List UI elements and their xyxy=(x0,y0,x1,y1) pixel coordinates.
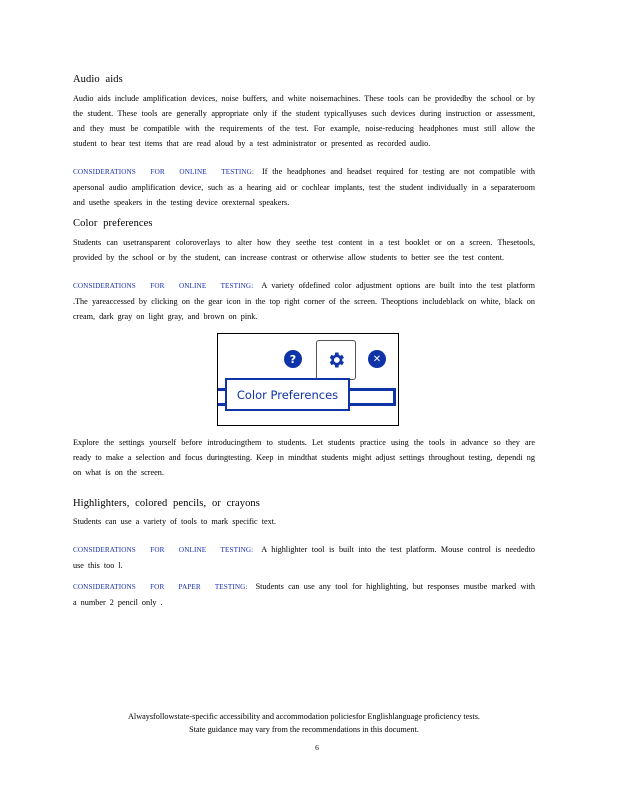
figure-spacer xyxy=(73,324,535,435)
considerations-label: CONSIDERATIONS FOR ONLINE TESTING: xyxy=(73,168,254,176)
color-preferences-button[interactable]: Color Preferences xyxy=(225,378,350,411)
page-content xyxy=(73,70,535,610)
highlighters-paper-considerations xyxy=(73,579,535,610)
highlighters-body: Students can use a variety of tools to mark specific text. xyxy=(73,517,277,526)
color-preferences-body: Students can usetransparent coloroverlays to alter how they seethe test content in a test booklet or on a screen. Thesetools, provided by the school or by the student, can increase contrast or otherwise allow students to better see the test content. xyxy=(73,238,535,262)
color-considerations xyxy=(73,278,535,324)
considerations-text: Students can use any tool for highlighting, but responses mustbe marked with a number 2 pencil only . xyxy=(73,582,535,607)
considerations-label: CONSIDERATIONS FOR PAPER TESTING: xyxy=(73,583,248,591)
considerations-text: A highlighter tool is built into the test platform. Mouse control is neededto use this too l. xyxy=(73,545,535,570)
footer-line-2: State guidance may vary from the recommendations in this document. xyxy=(189,725,419,734)
audio-aids-body: Audio aids include amplification devices, noise buffers, and white noisemachines. These tools can be providedby the school or by the student. These tools are generally appropriate only if the student typicallyuses such devices during instruction or assessment, and they must be compatible with the requirements of the test. For example, noise-reducing headphones must still allow the student to hear test items that are read aloud by a test administrator or presented as recorded audio. xyxy=(73,94,535,148)
heading-audio-aids: Audio aids xyxy=(73,74,123,85)
considerations-label: CONSIDERATIONS FOR ONLINE TESTING: xyxy=(73,546,254,554)
considerations-label: CONSIDERATIONS FOR ONLINE TESTING: xyxy=(73,282,254,290)
considerations-text: A variety ofdefined color adjustment options are built into the test platform .The yareaccessed by clicking on the gear icon in the top right corner of the screen. Theoptions includeblack on white, black on cream, dark gray on light gray, and brown on pink. xyxy=(73,281,535,321)
page-footer xyxy=(73,710,535,736)
explore-paragraph: Explore the settings yourself before introducingthem to students. Let students practice using the tools in advance so they are ready to make a selection and focus duringtesting. Keep in mindthat students might adjust settings throughout testing, dependi ng on what is on the screen. xyxy=(73,438,535,477)
gear-button[interactable] xyxy=(316,340,356,380)
considerations-text: If the headphones and headset required for testing are not compatible with apersonal audio amplification device, such as a hearing aid or cochlear implants, test the student individually in a separateroom and usethe speakers in the testing device orexternal speakers. xyxy=(73,167,535,207)
page-number: 6 xyxy=(315,743,319,752)
settings-figure xyxy=(217,333,399,426)
close-icon[interactable]: ✕ xyxy=(368,350,386,368)
gear-icon xyxy=(326,350,346,370)
heading-highlighters: Highlighters, colored pencils, or crayons xyxy=(73,498,260,509)
audio-considerations xyxy=(73,164,535,210)
help-icon[interactable]: ? xyxy=(284,350,302,368)
footer-line-1: Alwaysfollowstate-specific accessibility and accommodation policiesfor Englishlanguage proficiency tests. xyxy=(128,712,480,721)
heading-color-preferences: Color preferences xyxy=(73,218,153,229)
highlighters-online-considerations xyxy=(73,542,535,573)
